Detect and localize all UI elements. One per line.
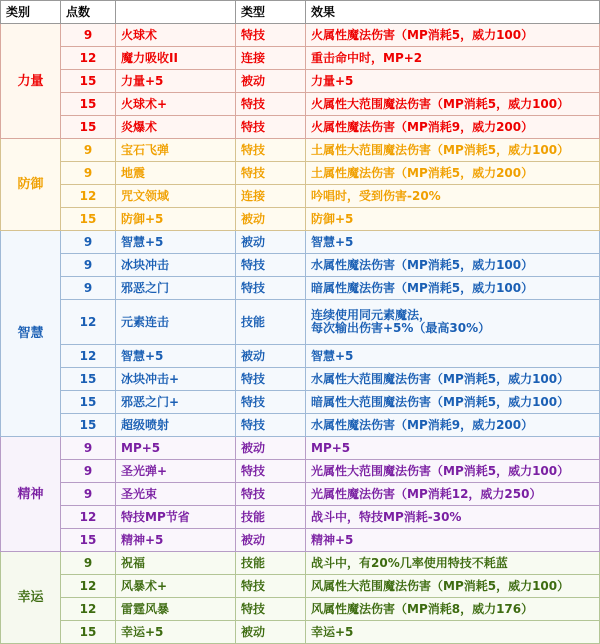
- type-cell: 特技: [236, 277, 306, 300]
- effect-text: 连续使用同元素魔法，: [311, 308, 432, 322]
- header-type: 类型: [236, 1, 306, 24]
- type-cell: 被动: [236, 70, 306, 93]
- skill-name-cell: 宝石飞弹: [116, 139, 236, 162]
- header-name: [116, 1, 236, 24]
- type-cell: 特技: [236, 93, 306, 116]
- effect-text-line2: 每次输出伤害+5%（最高30%）: [311, 321, 491, 335]
- type-cell: 技能: [236, 506, 306, 529]
- type-cell: 特技: [236, 162, 306, 185]
- category-cell: 幸运: [1, 552, 61, 644]
- effect-cell: [306, 552, 600, 575]
- table-row: [1, 231, 600, 254]
- table-row: [1, 483, 600, 506]
- table-row: [1, 139, 600, 162]
- effect-cell: [306, 162, 600, 185]
- effect-text: 土属性大范围魔法伤害（MP消耗5，威力100）: [311, 142, 570, 157]
- effect-cell: [306, 414, 600, 437]
- points-cell: 9: [61, 552, 116, 575]
- effect-text: 重击命中时，MP+2: [311, 50, 423, 65]
- table-row: [1, 598, 600, 621]
- points-cell: 9: [61, 162, 116, 185]
- category-cell: 精神: [1, 437, 61, 552]
- points-cell: 15: [61, 368, 116, 391]
- effect-text: 防御+5: [311, 211, 354, 226]
- skill-name-cell: 邪恶之门: [116, 277, 236, 300]
- skill-name-cell: 圣光弹+: [116, 460, 236, 483]
- effect-text: 水属性魔法伤害（MP消耗9，威力200）: [311, 417, 534, 432]
- points-cell: 12: [61, 300, 116, 345]
- effect-cell: [306, 139, 600, 162]
- effect-cell: [306, 391, 600, 414]
- effect-text: 智慧+5: [311, 234, 354, 249]
- header-row: [1, 1, 600, 24]
- effect-text: 水属性魔法伤害（MP消耗5，威力100）: [311, 257, 534, 272]
- type-cell: 被动: [236, 621, 306, 644]
- effect-text: 光属性大范围魔法伤害（MP消耗5，威力100）: [311, 463, 570, 478]
- skill-name-cell: 圣光束: [116, 483, 236, 506]
- effect-text: 火属性魔法伤害（MP消耗5，威力100）: [311, 27, 534, 42]
- table-row: [1, 208, 600, 231]
- skill-name-cell: 雷霆风暴: [116, 598, 236, 621]
- type-cell: 技能: [236, 552, 306, 575]
- category-cell: 智慧: [1, 231, 61, 437]
- points-cell: 12: [61, 598, 116, 621]
- effect-text: 火属性魔法伤害（MP消耗9，威力200）: [311, 119, 534, 134]
- effect-cell: [306, 47, 600, 70]
- table-row: [1, 185, 600, 208]
- table-row: [1, 529, 600, 552]
- skill-name-cell: 咒文领域: [116, 185, 236, 208]
- skill-name-cell: 魔力吸收II: [116, 47, 236, 70]
- effect-text: 水属性大范围魔法伤害（MP消耗5，威力100）: [311, 371, 570, 386]
- effect-text: 风属性魔法伤害（MP消耗8，威力176）: [311, 601, 534, 616]
- effect-cell: [306, 345, 600, 368]
- type-cell: 特技: [236, 414, 306, 437]
- effect-text: 暗属性魔法伤害（MP消耗5，威力100）: [311, 280, 534, 295]
- skill-name-cell: 智慧+5: [116, 231, 236, 254]
- skill-name-cell: 超级喷射: [116, 414, 236, 437]
- table-row: [1, 116, 600, 139]
- effect-text: 幸运+5: [311, 624, 354, 639]
- effect-text: 光属性魔法伤害（MP消耗12，威力250）: [311, 486, 542, 501]
- points-cell: 12: [61, 575, 116, 598]
- effect-cell: [306, 621, 600, 644]
- skill-name-cell: 防御+5: [116, 208, 236, 231]
- table-row: [1, 93, 600, 116]
- type-cell: 被动: [236, 345, 306, 368]
- table-row: [1, 621, 600, 644]
- effect-text: 吟唱时，受到伤害-20%: [311, 188, 441, 203]
- points-cell: 12: [61, 47, 116, 70]
- points-cell: 9: [61, 139, 116, 162]
- effect-text: 力量+5: [311, 73, 354, 88]
- table-row: [1, 254, 600, 277]
- header-effect: 效果: [306, 1, 600, 24]
- effect-cell: [306, 254, 600, 277]
- effect-cell: [306, 483, 600, 506]
- effect-cell: [306, 24, 600, 47]
- table-row: [1, 460, 600, 483]
- effect-text: 战斗中，特技MP消耗-30%: [311, 509, 462, 524]
- points-cell: 9: [61, 231, 116, 254]
- points-cell: 9: [61, 437, 116, 460]
- effect-cell: [306, 116, 600, 139]
- effect-text: MP+5: [311, 440, 351, 455]
- points-cell: 9: [61, 254, 116, 277]
- header-category: 类别: [1, 1, 61, 24]
- skill-name-cell: MP+5: [116, 437, 236, 460]
- table-row: [1, 368, 600, 391]
- skill-name-cell: 祝福: [116, 552, 236, 575]
- skill-name-cell: 力量+5: [116, 70, 236, 93]
- points-cell: 12: [61, 506, 116, 529]
- points-cell: 15: [61, 93, 116, 116]
- skill-name-cell: 炎爆术: [116, 116, 236, 139]
- table-row: [1, 277, 600, 300]
- type-cell: 特技: [236, 139, 306, 162]
- table-row: [1, 391, 600, 414]
- effect-cell: [306, 575, 600, 598]
- effect-cell: [306, 598, 600, 621]
- category-cell: 力量: [1, 24, 61, 139]
- type-cell: 特技: [236, 116, 306, 139]
- points-cell: 15: [61, 391, 116, 414]
- points-cell: 9: [61, 483, 116, 506]
- points-cell: 15: [61, 414, 116, 437]
- header-points: 点数: [61, 1, 116, 24]
- type-cell: 被动: [236, 231, 306, 254]
- type-cell: 被动: [236, 529, 306, 552]
- skill-name-cell: 元素连击: [116, 300, 236, 345]
- type-cell: 特技: [236, 254, 306, 277]
- points-cell: 15: [61, 208, 116, 231]
- points-cell: 15: [61, 70, 116, 93]
- effect-cell: [306, 70, 600, 93]
- skill-name-cell: 精神+5: [116, 529, 236, 552]
- table-body: [1, 24, 600, 644]
- skill-name-cell: 火球术: [116, 24, 236, 47]
- effect-cell: [306, 277, 600, 300]
- effect-cell: [306, 185, 600, 208]
- table-row: [1, 437, 600, 460]
- skill-name-cell: 冰块冲击+: [116, 368, 236, 391]
- table-row: [1, 345, 600, 368]
- effect-text: 土属性魔法伤害（MP消耗5，威力200）: [311, 165, 534, 180]
- type-cell: 被动: [236, 437, 306, 460]
- effect-cell: [306, 231, 600, 254]
- type-cell: 特技: [236, 483, 306, 506]
- table-row: [1, 162, 600, 185]
- effect-cell: [306, 437, 600, 460]
- effect-text: 精神+5: [311, 532, 354, 547]
- type-cell: 被动: [236, 208, 306, 231]
- skill-name-cell: 风暴术+: [116, 575, 236, 598]
- effect-cell: [306, 368, 600, 391]
- points-cell: 9: [61, 460, 116, 483]
- skill-name-cell: 邪恶之门+: [116, 391, 236, 414]
- effect-cell: [306, 460, 600, 483]
- effect-cell: [306, 300, 600, 345]
- effect-text: 智慧+5: [311, 348, 354, 363]
- type-cell: 特技: [236, 391, 306, 414]
- effect-text: 战斗中，有20%几率使用特技不耗蓝: [311, 555, 508, 570]
- skill-name-cell: 冰块冲击: [116, 254, 236, 277]
- table-row: [1, 414, 600, 437]
- table-row: [1, 575, 600, 598]
- points-cell: 15: [61, 529, 116, 552]
- effect-cell: [306, 208, 600, 231]
- table-row: [1, 24, 600, 47]
- type-cell: 特技: [236, 598, 306, 621]
- skill-name-cell: 智慧+5: [116, 345, 236, 368]
- skill-name-cell: 幸运+5: [116, 621, 236, 644]
- type-cell: 特技: [236, 460, 306, 483]
- effect-text: 火属性大范围魔法伤害（MP消耗5，威力100）: [311, 96, 570, 111]
- type-cell: 连接: [236, 47, 306, 70]
- points-cell: 12: [61, 185, 116, 208]
- effect-text: 暗属性大范围魔法伤害（MP消耗5，威力100）: [311, 394, 570, 409]
- type-cell: 连接: [236, 185, 306, 208]
- type-cell: 技能: [236, 300, 306, 345]
- points-cell: 15: [61, 116, 116, 139]
- type-cell: 特技: [236, 368, 306, 391]
- effect-cell: [306, 529, 600, 552]
- table-row: [1, 506, 600, 529]
- effect-cell: [306, 506, 600, 529]
- effect-text: 风属性大范围魔法伤害（MP消耗5，威力100）: [311, 578, 570, 593]
- points-cell: 12: [61, 345, 116, 368]
- skill-name-cell: 火球术+: [116, 93, 236, 116]
- points-cell: 15: [61, 621, 116, 644]
- points-cell: 9: [61, 277, 116, 300]
- category-cell: 防御: [1, 139, 61, 231]
- table-row: [1, 300, 600, 345]
- type-cell: 特技: [236, 24, 306, 47]
- points-cell: 9: [61, 24, 116, 47]
- skill-name-cell: 特技MP节省: [116, 506, 236, 529]
- effect-cell: [306, 93, 600, 116]
- table-row: [1, 70, 600, 93]
- table-row: [1, 552, 600, 575]
- table-row: [1, 47, 600, 70]
- type-cell: 特技: [236, 575, 306, 598]
- skill-name-cell: 地震: [116, 162, 236, 185]
